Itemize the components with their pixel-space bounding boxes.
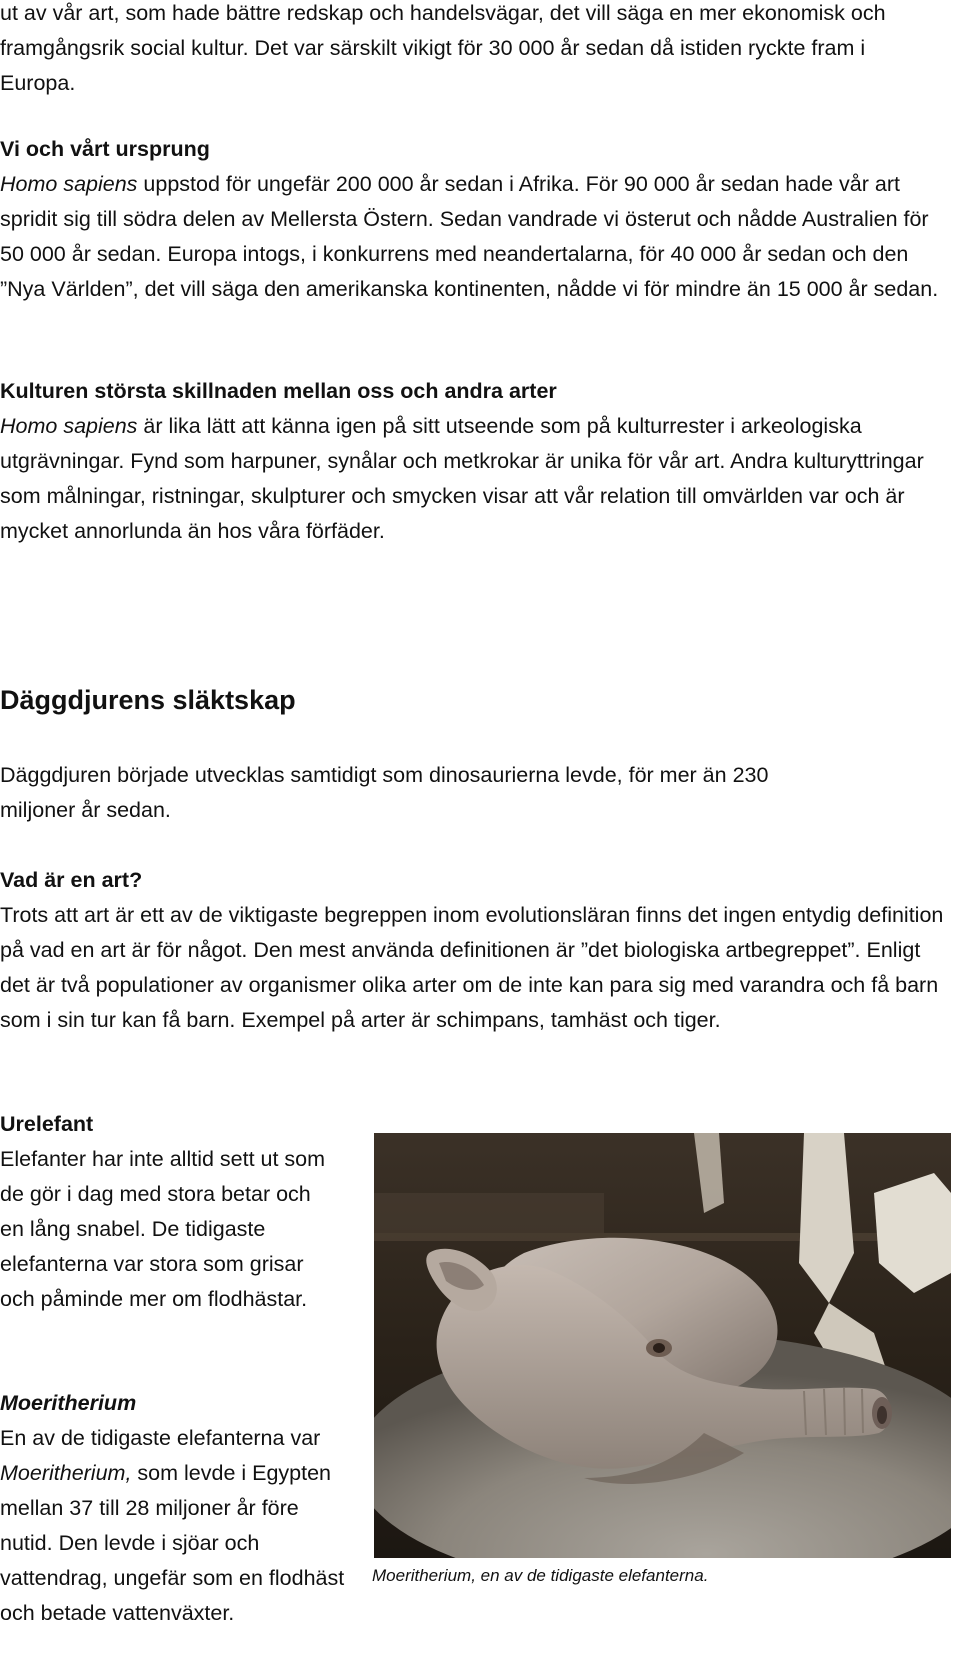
species-name: Homo sapiens: [0, 172, 138, 196]
paragraph-text: uppstod för ungefär 200 000 år sedan i Afrika. För 90 000 år sedan hade vår art spridit sig till södra delen av Mellersta Östern. Sedan vandrade vi österut och nådde Australien för 50 000 år sedan. Europa intogs, i konkurrens med neandertalarna, för 40 000 år sedan och den ”Nya Världen”, det vill säga den amerikanska kontinenten, nådde vi för mindre än 15 000 år sedan.: [0, 172, 939, 301]
paragraph-moeritherium: [0, 1421, 345, 1631]
species-name: Homo sapiens: [0, 414, 138, 438]
moeritherium-photo: [374, 1133, 951, 1558]
paragraph-text: En av de tidigaste elefanterna var: [0, 1426, 321, 1450]
paragraph-text: är lika lätt att känna igen på sitt utseende som på kulturrester i arkeologiska utgrävningar. Fynd som harpuner, synålar och metkrokar är unika för vår art. Andra kulturyttringar som målningar, ristningar, skulpturer och smycken visar att vår relation till omvärlden var och är mycket annorlunda än hos våra förfäder.: [0, 414, 924, 543]
intro-section: [0, 0, 945, 101]
section-heading-moeritherium: Moeritherium: [0, 1391, 137, 1415]
section-moeritherium: [0, 1386, 345, 1631]
paragraph-daggdjur: Däggdjuren började utvecklas samtidigt som dinosaurierna levde, för mer än 230 miljoner år sedan.: [0, 763, 769, 822]
moeritherium-illustration: [374, 1133, 951, 1558]
paragraph-kultur: [0, 409, 945, 549]
paragraph-text: som levde i Egypten mellan 37 till 28 miljoner år före nutid. Den levde i sjöar och vattendrag, ungefär som en flodhäst och betade vattenväxter.: [0, 1461, 345, 1625]
paragraph-ursprung: [0, 167, 945, 307]
section-ursprung: [0, 132, 945, 307]
section-heading-art: Vad är en art?: [0, 868, 143, 892]
species-name: Moeritherium,: [0, 1461, 132, 1485]
paragraph-urelefant: Elefanter har inte alltid sett ut som de gör i dag med stora betar och en lång snabel. De tidigaste elefanterna var stora som grisar och påminde mer om flodhästar.: [0, 1147, 326, 1311]
section-vad-ar-en-art: [0, 863, 945, 1038]
section-heading-kultur: Kulturen största skillnaden mellan oss och andra arter: [0, 379, 557, 403]
section-urelefant: [0, 1107, 340, 1317]
section-heading-ursprung: Vi och vårt ursprung: [0, 137, 210, 161]
chapter-title: Däggdjurens släktskap: [0, 685, 296, 715]
paragraph-art: Trots att art är ett av de viktigaste begreppen inom evolutionsläran finns det ingen entydig definition på vad en art är för något. Den mest använda definitionen är ”det biologiska artbegreppet”. Enligt det är två populationer av organismer olika arter om de inte kan para sig med varandra och få barn som i sin tur kan få barn. Exempel på arter är schimpans, tamhäst och tiger.: [0, 903, 944, 1032]
photo-caption: Moeritherium, en av de tidigaste elefanterna.: [372, 1566, 709, 1585]
intro-paragraph: ut av vår art, som hade bättre redskap och handelsvägar, det vill säga en mer ekonomisk och framgångsrik social kultur. Det var särskilt vikigt för 30 000 år sedan då istiden ryckte fram i Europa.: [0, 1, 886, 95]
section-heading-urelefant: Urelefant: [0, 1112, 94, 1136]
section-kultur: [0, 374, 945, 549]
section-daggdjur: [0, 758, 945, 828]
